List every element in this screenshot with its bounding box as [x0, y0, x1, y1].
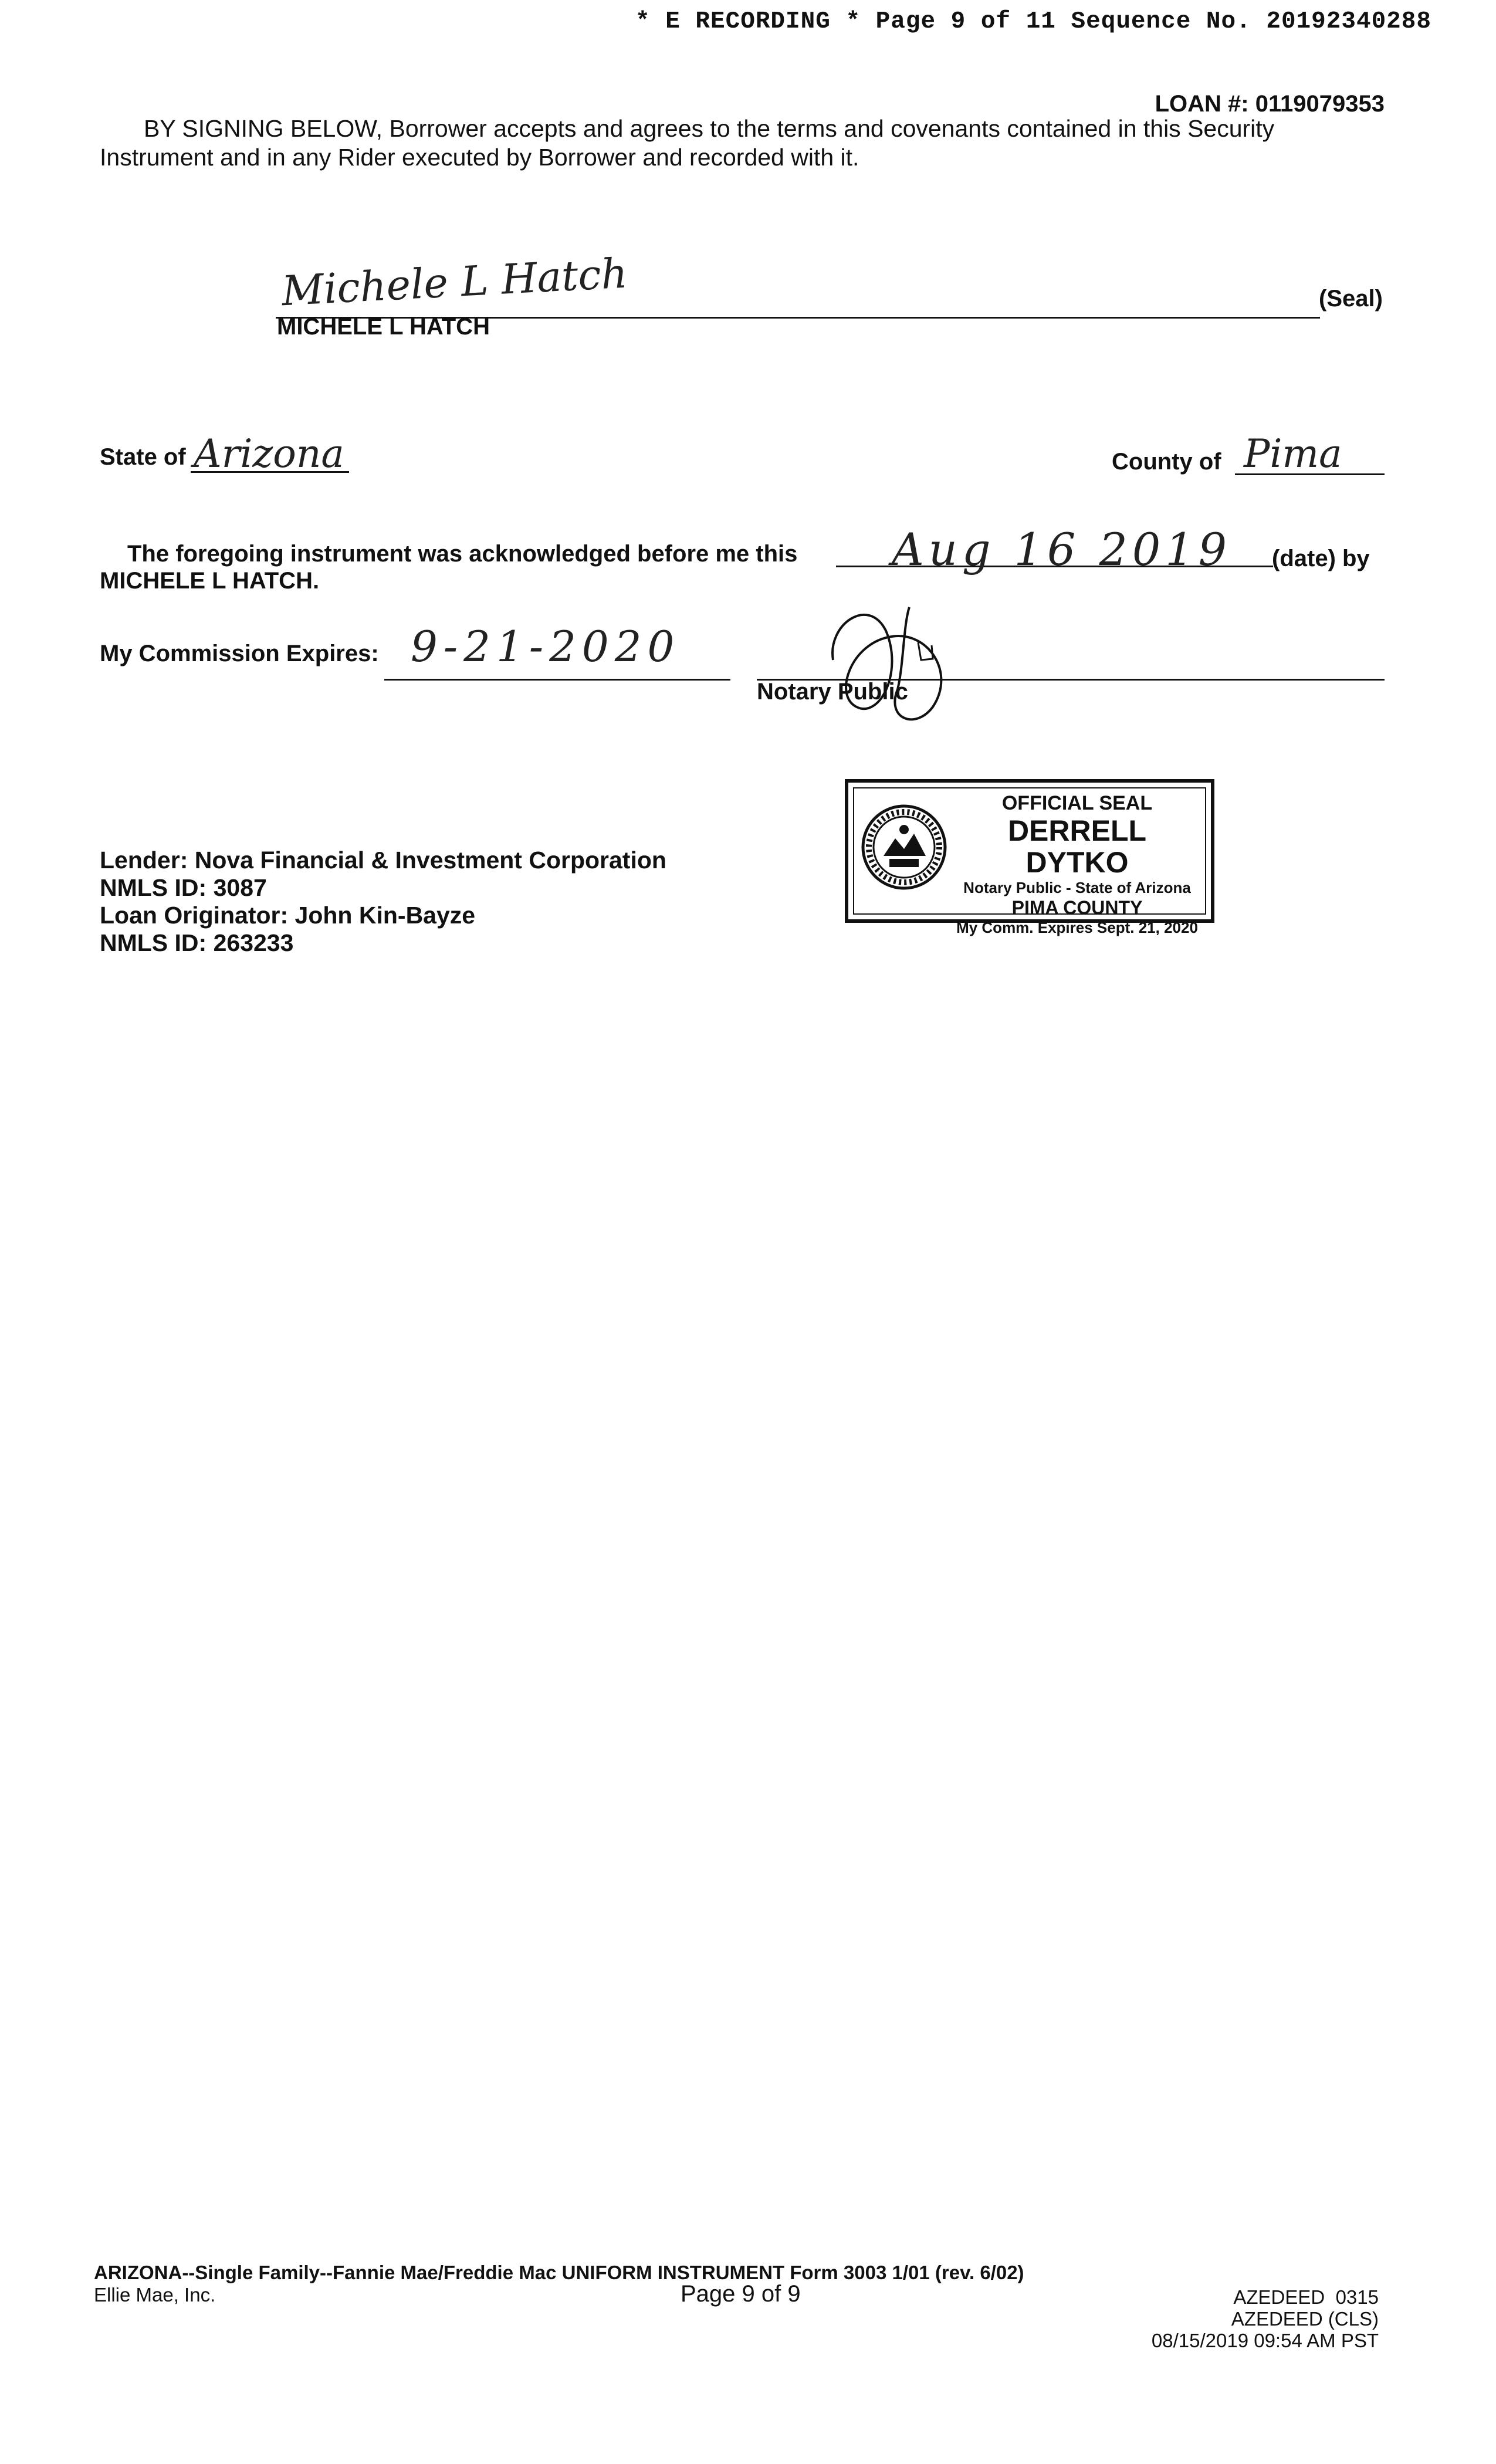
footer-code-2: AZEDEED (CLS) [1231, 2308, 1379, 2330]
footer-timestamp: 08/15/2019 09:54 AM PST [1151, 2330, 1379, 2351]
commission-handwritten: 9-21-2020 [411, 622, 681, 671]
acknowledgement-text: The foregoing instrument was acknowledged before me this [127, 541, 798, 567]
footer-form-title: ARIZONA--Single Family--Fannie Mae/Freddie Mac UNIFORM INSTRUMENT Form 3003 1/01 (rev. 6/02) [94, 2262, 1024, 2283]
originator-nmls: NMLS ID: 263233 [100, 929, 294, 956]
official-seal-stamp [845, 779, 1214, 936]
recording-header: * E RECORDING * Page 9 of 11 Sequence No. 20192340288 [635, 8, 1431, 35]
commission-line [384, 679, 730, 681]
seal-line-expires: My Comm. Expires Sept. 21, 2020 [956, 919, 1198, 936]
arizona-state-seal-icon [860, 803, 948, 891]
date-suffix: (date) by [1272, 546, 1370, 571]
loan-number: LOAN #: 0119079353 [1155, 91, 1385, 117]
seal-line-county: PIMA COUNTY [1011, 897, 1143, 918]
seal-line-state: Notary Public - State of Arizona [963, 879, 1191, 896]
county-handwritten: Pima [1244, 431, 1342, 476]
seal-notary-name: DERRELL DYTKO [1007, 814, 1147, 879]
lender-info-block [100, 847, 666, 957]
state-handwritten: Arizona [194, 431, 344, 476]
seal-title: OFFICIAL SEAL [1001, 792, 1153, 814]
commission-label: My Commission Expires: [100, 641, 379, 666]
footer-code-1: AZEDEED 0315 [1233, 2286, 1379, 2308]
seal-label: (Seal) [1319, 286, 1383, 312]
lender-name: Lender: Nova Financial & Investment Corporation [100, 847, 666, 874]
lender-nmls: NMLS ID: 3087 [100, 874, 267, 901]
ack-date-handwritten: Aug 16 2019 [892, 523, 1231, 576]
notary-public-label: Notary Public [757, 679, 908, 705]
borrower-printed-name: MICHELE L HATCH [277, 314, 490, 340]
loan-originator: Loan Originator: John Kin-Bayze [100, 902, 476, 929]
notary-signature-scribble [815, 590, 968, 736]
intro-paragraph: BY SIGNING BELOW, Borrower accepts and agrees to the terms and covenants contained in this Security Instrument and in any Rider executed by Borrower and recorded with it. [100, 115, 1275, 171]
state-label: State of [100, 444, 186, 470]
seal-text-block [954, 788, 1200, 937]
footer-codes [1152, 2286, 1379, 2351]
borrower-handwritten-signature: Michele L Hatch [280, 249, 629, 316]
footer-vendor: Ellie Mae, Inc. [94, 2284, 216, 2306]
acknowledged-name: MICHELE L HATCH. [100, 568, 320, 594]
footer-page-number: Page 9 of 9 [681, 2281, 801, 2307]
county-label: County of [1112, 449, 1221, 475]
